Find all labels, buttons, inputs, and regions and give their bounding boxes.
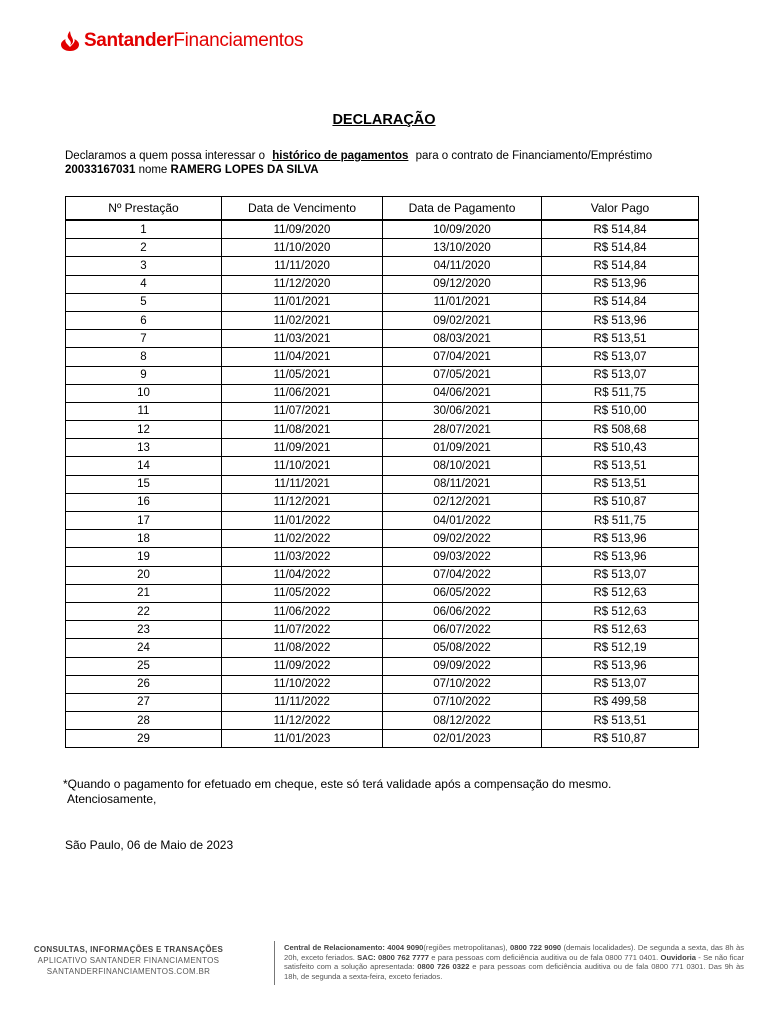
- table-row: [66, 584, 699, 602]
- col-header-due-date: Data de Vencimento: [222, 197, 383, 221]
- cell-amount-paid: R$ 510,43: [542, 439, 699, 457]
- cell-amount-paid: R$ 513,96: [542, 275, 699, 293]
- cell-payment-date: 02/12/2021: [383, 493, 542, 511]
- cell-due-date: 11/01/2022: [222, 512, 383, 530]
- footer-service-info: [284, 943, 744, 981]
- cell-amount-paid: R$ 514,84: [542, 239, 699, 257]
- cell-installment: 5: [66, 293, 222, 311]
- cell-payment-date: 28/07/2021: [383, 421, 542, 439]
- table-row: [66, 330, 699, 348]
- cell-amount-paid: R$ 513,07: [542, 366, 699, 384]
- payments-table: [65, 196, 699, 748]
- ouvidoria-label: Ouvidoria: [660, 952, 696, 962]
- cell-installment: 4: [66, 275, 222, 293]
- cell-due-date: 11/11/2022: [222, 693, 383, 711]
- table-row: [66, 421, 699, 439]
- central-phone-2: 0800 722 9090: [510, 943, 562, 952]
- cell-due-date: 11/05/2022: [222, 584, 383, 602]
- cell-installment: 24: [66, 639, 222, 657]
- cell-payment-date: 07/04/2021: [383, 348, 542, 366]
- cell-amount-paid: R$ 513,07: [542, 566, 699, 584]
- cell-installment: 21: [66, 584, 222, 602]
- cell-installment: 16: [66, 493, 222, 511]
- cell-installment: 18: [66, 530, 222, 548]
- footer-contact-channels: [26, 944, 231, 977]
- cell-due-date: 11/06/2021: [222, 384, 383, 402]
- regards: Atenciosamente,: [67, 792, 157, 806]
- cell-due-date: 11/09/2020: [222, 220, 383, 239]
- cell-due-date: 11/04/2021: [222, 348, 383, 366]
- table-row: [66, 693, 699, 711]
- intro-line-1: [65, 149, 652, 163]
- cell-amount-paid: R$ 511,75: [542, 384, 699, 402]
- table-row: [66, 602, 699, 620]
- ouvidoria-text-2: e para pessoas com deficiência auditiva ou de fala 0800 771 0301. Das 9h às 18h, de segunda a sexta-feira, exceto feriados.: [284, 962, 744, 981]
- table-row: [66, 639, 699, 657]
- cell-installment: 12: [66, 421, 222, 439]
- cell-payment-date: 08/11/2021: [383, 475, 542, 493]
- brand-name: Santander: [84, 30, 174, 51]
- cell-installment: 23: [66, 621, 222, 639]
- central-text-2: (demais localidades). De segunda a sexta, das 8h às 20h, exceto feriados.: [284, 943, 745, 962]
- table-row: [66, 657, 699, 675]
- cell-due-date: 11/08/2022: [222, 639, 383, 657]
- col-header-amount-paid: Valor Pago: [542, 197, 699, 221]
- cell-payment-date: 11/01/2021: [383, 293, 542, 311]
- cell-amount-paid: R$ 513,51: [542, 712, 699, 730]
- cell-payment-date: 30/06/2021: [383, 402, 542, 420]
- cell-installment: 27: [66, 693, 222, 711]
- table-row: [66, 475, 699, 493]
- name-label: nome: [138, 164, 168, 176]
- table-row: [66, 348, 699, 366]
- sac-label: SAC: 0800 762 7777: [357, 952, 430, 962]
- table-row: [66, 384, 699, 402]
- cell-installment: 2: [66, 239, 222, 257]
- cell-amount-paid: R$ 513,96: [542, 311, 699, 329]
- cell-payment-date: 04/11/2020: [383, 257, 542, 275]
- cell-installment: 15: [66, 475, 222, 493]
- cell-amount-paid: R$ 513,51: [542, 457, 699, 475]
- central-text-1: (regiões metropolitanas),: [423, 943, 510, 952]
- contract-number: 20033167031: [65, 164, 136, 176]
- table-row: [66, 712, 699, 730]
- cell-due-date: 11/10/2020: [222, 239, 383, 257]
- cell-due-date: 11/11/2020: [222, 257, 383, 275]
- cell-payment-date: 07/05/2021: [383, 366, 542, 384]
- cell-payment-date: 09/03/2022: [383, 548, 542, 566]
- cell-installment: 14: [66, 457, 222, 475]
- table-row: [66, 675, 699, 693]
- cell-installment: 19: [66, 548, 222, 566]
- cell-payment-date: 04/06/2021: [383, 384, 542, 402]
- cell-installment: 17: [66, 512, 222, 530]
- cell-installment: 3: [66, 257, 222, 275]
- col-header-payment-date: Data de Pagamento: [383, 197, 542, 221]
- table-row: [66, 512, 699, 530]
- cell-installment: 8: [66, 348, 222, 366]
- cell-due-date: 11/01/2023: [222, 730, 383, 748]
- cell-due-date: 11/09/2021: [222, 439, 383, 457]
- cell-due-date: 11/08/2021: [222, 421, 383, 439]
- cell-payment-date: 07/10/2022: [383, 693, 542, 711]
- cell-due-date: 11/02/2021: [222, 311, 383, 329]
- table-row: [66, 366, 699, 384]
- intro-text-before: Declaramos a quem possa interessar o: [65, 150, 266, 162]
- table-row: [66, 457, 699, 475]
- cell-payment-date: 06/07/2022: [383, 621, 542, 639]
- table-header-row: [66, 197, 699, 221]
- table-row: [66, 548, 699, 566]
- table-row: [66, 493, 699, 511]
- cell-installment: 10: [66, 384, 222, 402]
- cell-amount-paid: R$ 512,63: [542, 621, 699, 639]
- col-header-installment: Nº Prestação: [66, 197, 222, 221]
- cell-amount-paid: R$ 510,87: [542, 493, 699, 511]
- cell-due-date: 11/04/2022: [222, 566, 383, 584]
- cell-amount-paid: R$ 512,63: [542, 602, 699, 620]
- ouvidoria-text-1: - Se não ficar satisfeito com a solução apresentada:: [284, 952, 744, 972]
- cell-installment: 6: [66, 311, 222, 329]
- cell-payment-date: 08/03/2021: [383, 330, 542, 348]
- cell-payment-date: 05/08/2022: [383, 639, 542, 657]
- cell-payment-date: 07/10/2022: [383, 675, 542, 693]
- table-row: [66, 566, 699, 584]
- cell-due-date: 11/09/2022: [222, 657, 383, 675]
- table-row: [66, 257, 699, 275]
- footer-left-line-1: CONSULTAS, INFORMAÇÕES E TRANSAÇÕES: [33, 945, 224, 954]
- table-row: [66, 275, 699, 293]
- table-row: [66, 311, 699, 329]
- table-row: [66, 530, 699, 548]
- cell-installment: 13: [66, 439, 222, 457]
- cell-due-date: 11/06/2022: [222, 602, 383, 620]
- cell-amount-paid: R$ 514,84: [542, 220, 699, 239]
- sac-text: e para pessoas com deficiência auditiva ou de fala 0800 771 0401.: [429, 952, 661, 962]
- cell-amount-paid: R$ 511,75: [542, 512, 699, 530]
- cell-payment-date: 09/09/2022: [383, 657, 542, 675]
- central-label: Central de Relacionamento: 4004 9090: [284, 943, 424, 952]
- cell-payment-date: 09/12/2020: [383, 275, 542, 293]
- table-row: [66, 402, 699, 420]
- cell-installment: 1: [66, 220, 222, 239]
- cell-amount-paid: R$ 508,68: [542, 421, 699, 439]
- cell-installment: 11: [66, 402, 222, 420]
- santander-flame-icon: [60, 30, 80, 52]
- cell-amount-paid: R$ 513,96: [542, 657, 699, 675]
- footer-left-line-3: SANTANDERFINANCIAMENTOS.COM.BR: [46, 967, 211, 976]
- intro-paragraph: [65, 149, 652, 177]
- cell-installment: 28: [66, 712, 222, 730]
- table-row: [66, 439, 699, 457]
- table-row: [66, 730, 699, 748]
- cell-amount-paid: R$ 512,19: [542, 639, 699, 657]
- cell-due-date: 11/11/2021: [222, 475, 383, 493]
- cell-amount-paid: R$ 513,07: [542, 675, 699, 693]
- cell-due-date: 11/07/2021: [222, 402, 383, 420]
- cell-due-date: 11/07/2022: [222, 621, 383, 639]
- cell-amount-paid: R$ 512,63: [542, 584, 699, 602]
- cell-amount-paid: R$ 513,96: [542, 530, 699, 548]
- cell-due-date: 11/01/2021: [222, 293, 383, 311]
- intro-line-2: [65, 163, 652, 177]
- cell-amount-paid: R$ 513,51: [542, 330, 699, 348]
- cell-due-date: 11/03/2021: [222, 330, 383, 348]
- cell-amount-paid: R$ 510,00: [542, 402, 699, 420]
- cell-installment: 26: [66, 675, 222, 693]
- cell-amount-paid: R$ 513,07: [542, 348, 699, 366]
- cell-payment-date: 09/02/2021: [383, 311, 542, 329]
- cell-amount-paid: R$ 514,84: [542, 257, 699, 275]
- ouvidoria-phone: 0800 726 0322: [417, 962, 470, 972]
- cell-installment: 7: [66, 330, 222, 348]
- brand-product: Financiamentos: [173, 30, 304, 51]
- cell-payment-date: 13/10/2020: [383, 239, 542, 257]
- intro-highlight: histórico de pagamentos: [272, 150, 409, 162]
- cell-due-date: 11/10/2022: [222, 675, 383, 693]
- santander-logo: [60, 30, 303, 52]
- footer-left-line-2: APLICATIVO SANTANDER FINANCIAMENTOS: [37, 956, 220, 965]
- document-title: DECLARAÇÃO: [332, 112, 436, 128]
- cell-amount-paid: R$ 510,87: [542, 730, 699, 748]
- cell-payment-date: 10/09/2020: [383, 220, 542, 239]
- cell-due-date: 11/12/2020: [222, 275, 383, 293]
- cell-installment: 25: [66, 657, 222, 675]
- cell-payment-date: 06/05/2022: [383, 584, 542, 602]
- cell-amount-paid: R$ 499,58: [542, 693, 699, 711]
- customer-name: RAMERG LOPES DA SILVA: [170, 164, 319, 176]
- cell-installment: 29: [66, 730, 222, 748]
- cell-installment: 22: [66, 602, 222, 620]
- cell-payment-date: 06/06/2022: [383, 602, 542, 620]
- cell-payment-date: 07/04/2022: [383, 566, 542, 584]
- cell-payment-date: 08/10/2021: [383, 457, 542, 475]
- cell-amount-paid: R$ 513,51: [542, 475, 699, 493]
- cell-due-date: 11/05/2021: [222, 366, 383, 384]
- cell-installment: 9: [66, 366, 222, 384]
- cell-installment: 20: [66, 566, 222, 584]
- intro-text-after: para o contrato de Financiamento/Empréstimo: [415, 150, 653, 162]
- cell-due-date: 11/10/2021: [222, 457, 383, 475]
- cell-due-date: 11/12/2022: [222, 712, 383, 730]
- cell-amount-paid: R$ 513,96: [542, 548, 699, 566]
- cell-due-date: 11/12/2021: [222, 493, 383, 511]
- cell-payment-date: 09/02/2022: [383, 530, 542, 548]
- table-row: [66, 621, 699, 639]
- cheque-note: *Quando o pagamento for efetuado em cheque, este só terá validade após a compensação do mesmo.: [63, 777, 612, 791]
- table-row: [66, 293, 699, 311]
- cell-payment-date: 08/12/2022: [383, 712, 542, 730]
- place-date: São Paulo, 06 de Maio de 2023: [65, 838, 234, 852]
- cell-payment-date: 04/01/2022: [383, 512, 542, 530]
- cell-amount-paid: R$ 514,84: [542, 293, 699, 311]
- cell-due-date: 11/03/2022: [222, 548, 383, 566]
- cell-due-date: 11/02/2022: [222, 530, 383, 548]
- table-row: [66, 220, 699, 239]
- cell-payment-date: 01/09/2021: [383, 439, 542, 457]
- cell-payment-date: 02/01/2023: [383, 730, 542, 748]
- footer-divider: [274, 941, 275, 985]
- payments-table-body: [66, 220, 699, 748]
- table-row: [66, 239, 699, 257]
